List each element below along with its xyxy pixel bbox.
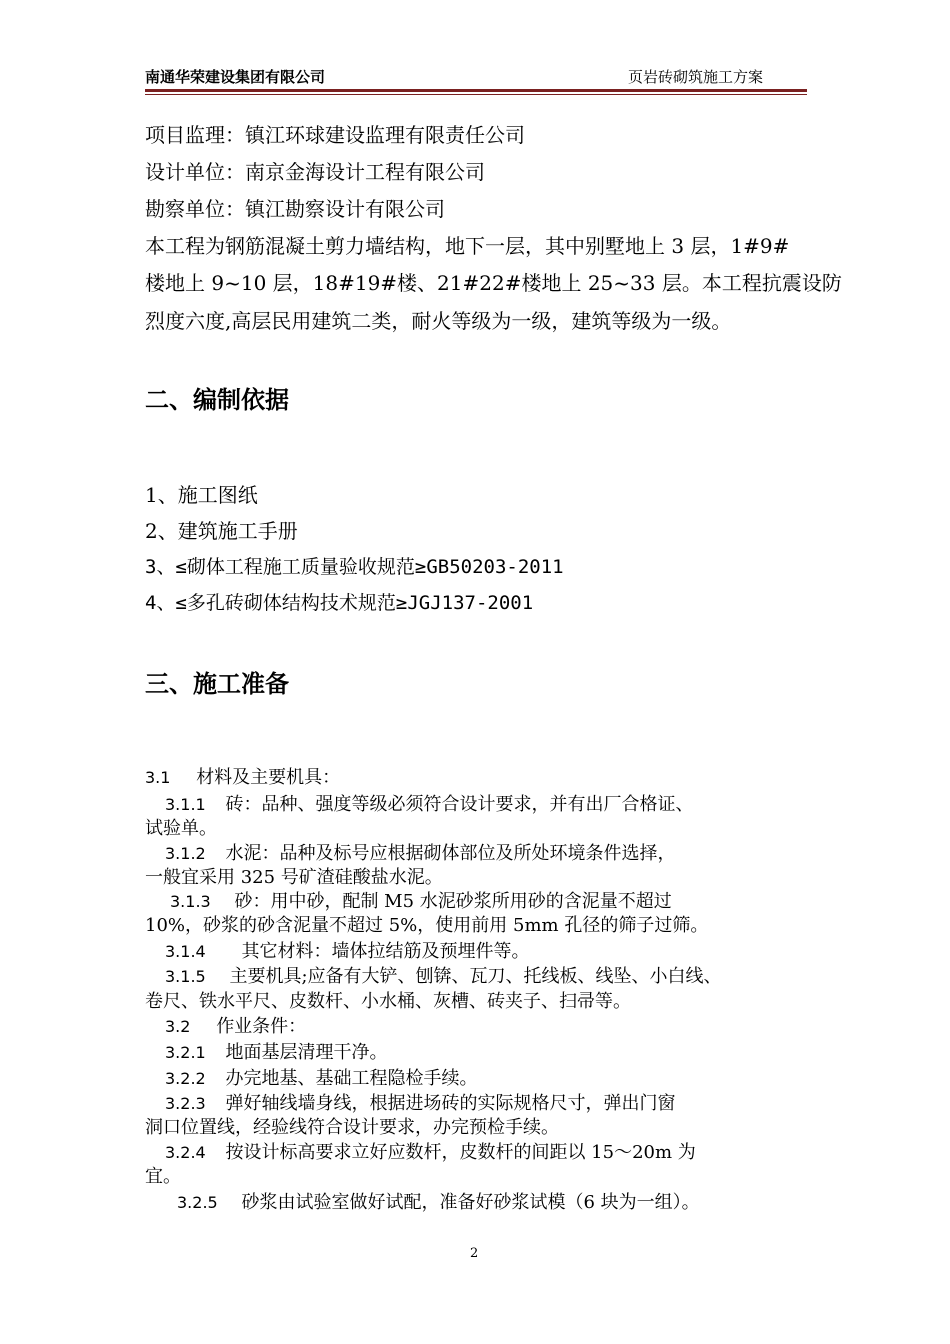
clause-number: 3.1	[145, 768, 171, 787]
header-rule-thick	[145, 89, 807, 92]
clause-text: 弹好轴线墙身线，根据进场砖的实际规格尺寸，弹出门窗	[225, 1093, 676, 1114]
clause-3-1-3	[170, 891, 672, 913]
clause-3-1-5-cont: 卷尺、铁水平尺、皮数杆、小水桶、灰槽、砖夹子、扫帚等。	[145, 991, 631, 1012]
section-3-heading: 三、施工准备	[145, 670, 289, 698]
header-rule-thin	[145, 94, 807, 95]
clause-number: 3.1.3	[170, 892, 211, 911]
clause-text: 按设计标高要求立好应数杆，皮数杆的间距以 15～20m 为	[225, 1142, 696, 1163]
project-desc-line-2: 楼地上 9~10 层，18#19#楼、21#22#楼地上 25~33 层。本工程抗震设防	[145, 271, 842, 295]
clause-3-1	[145, 767, 340, 789]
clause-text: 砖：品种、强度等级必须符合设计要求，并有出厂合格证、	[225, 794, 694, 815]
clause-3-1-3-cont: 10%，砂浆的砂含泥量不超过 5%，使用前用 5mm 孔径的筛子过筛。	[145, 915, 709, 936]
clause-number: 3.1.2	[165, 844, 206, 863]
clause-number: 3.2.4	[165, 1143, 206, 1162]
supervision-line: 项目监理：镇江环球建设监理有限责任公司	[145, 123, 525, 147]
clause-text: 办完地基、基础工程隐检手续。	[225, 1068, 478, 1089]
clause-3-1-2-cont: 一般宜采用 325 号矿渣硅酸盐水泥。	[145, 867, 443, 888]
clause-3-2	[165, 1016, 306, 1038]
basis-item-1: 1、施工图纸	[145, 483, 258, 507]
clause-3-2-1	[165, 1042, 387, 1064]
clause-text: 砂：用中砂，配制 M5 水泥砂浆所用砂的含泥量不超过	[234, 891, 672, 912]
clause-text: 砂浆由试验室做好试配，准备好砂浆试模（6 块为一组）。	[241, 1192, 700, 1213]
clause-3-1-2	[165, 843, 675, 865]
clause-3-2-5	[177, 1192, 700, 1214]
clause-text: 作业条件：	[216, 1016, 307, 1037]
basis-item-3: 3、≤砌体工程施工质量验收规范≥GB50203-2011	[145, 556, 564, 578]
clause-3-2-3-cont: 洞口位置线，经验线符合设计要求，办完预检手续。	[145, 1117, 559, 1138]
section-2-heading: 二、编制依据	[145, 386, 289, 414]
header-doc-title: 页岩砖砌筑施工方案	[627, 68, 763, 86]
clause-3-1-1-cont: 试验单。	[145, 818, 217, 839]
clause-number: 3.1.5	[165, 967, 206, 986]
project-desc-line-1: 本工程为钢筋混凝土剪力墙结构，地下一层，其中别墅地上 3 层，1#9#	[145, 234, 790, 258]
clause-number: 3.2.3	[165, 1094, 206, 1113]
design-line: 设计单位：南京金海设计工程有限公司	[145, 160, 485, 184]
project-desc-line-3: 烈度六度,高层民用建筑二类，耐火等级为一级，建筑等级为一级。	[145, 309, 732, 333]
clause-3-2-4	[165, 1142, 696, 1164]
header-company: 南通华荣建设集团有限公司	[145, 68, 326, 86]
survey-line: 勘察单位：镇江勘察设计有限公司	[145, 197, 445, 221]
clause-3-1-1	[165, 794, 693, 816]
clause-3-2-4-cont: 宜。	[145, 1166, 181, 1187]
clause-number: 3.1.4	[165, 942, 206, 961]
clause-number: 3.2.1	[165, 1043, 206, 1062]
clause-text: 水泥：品种及标号应根据砌体部位及所处环境条件选择，	[225, 843, 676, 864]
clause-3-1-5	[165, 966, 722, 988]
page-number: 2	[470, 1246, 479, 1261]
clause-text: 其它材料：墙体拉结筋及预埋件等。	[241, 941, 530, 962]
page-header	[145, 64, 807, 90]
clause-number: 3.1.1	[165, 795, 206, 814]
clause-number: 3.2.2	[165, 1069, 206, 1088]
basis-item-2: 2、建筑施工手册	[145, 519, 298, 543]
clause-text: 地面基层清理干净。	[225, 1042, 388, 1063]
clause-number: 3.2	[165, 1017, 191, 1036]
clause-3-2-2	[165, 1068, 477, 1090]
clause-3-2-3	[165, 1093, 675, 1115]
basis-item-4: 4、≤多孔砖砌体结构技术规范≥JGJ137-2001	[145, 592, 534, 614]
clause-text: 主要机具;应备有大铲、刨锛、瓦刀、托线板、线坠、小白线、	[229, 966, 722, 987]
clause-number: 3.2.5	[177, 1193, 218, 1212]
clause-3-1-4	[165, 941, 529, 963]
clause-text: 材料及主要机具：	[196, 767, 341, 788]
